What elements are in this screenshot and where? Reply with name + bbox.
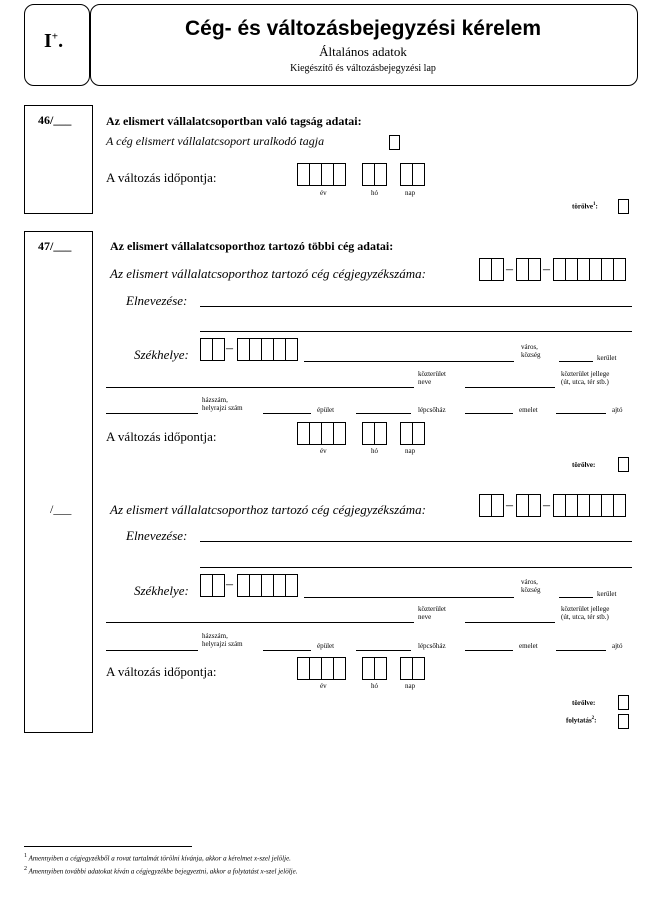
street-name-label: közterület neve (418, 370, 446, 386)
district-label: kerület (597, 590, 617, 598)
dominant-member-label: A cég elismert vállalatcsoport uralkodó tagja (106, 134, 325, 148)
section-46-number: 46/___ (38, 113, 72, 127)
footnote-1: $^1$ Amennyiben a cégjegyzékből a rovat tartalmát törölni kívánja, akkor a kérelmet x-szel jelölje. (24, 853, 291, 863)
regnum-serial-cells[interactable] (553, 494, 625, 517)
building-label: épület (317, 406, 335, 414)
company-name-label: Elnevezése: (126, 528, 188, 543)
page-title: Cég- és változásbejegyzési kérelem (184, 17, 541, 40)
street-name-field[interactable] (106, 387, 414, 388)
date-year-cells[interactable] (297, 163, 345, 186)
company-name-field[interactable] (200, 306, 632, 307)
city-field[interactable] (304, 361, 514, 362)
regnum-dash: – (543, 262, 550, 277)
regnum-label: Az elismert vállalatcsoporthoz tartozó cég cégjegyzékszáma: (110, 266, 426, 281)
date-day-cells[interactable] (400, 163, 424, 186)
month-label: hó (371, 447, 378, 455)
staircase-field[interactable] (356, 650, 411, 651)
change-date-label: A változás időpontja: (106, 429, 217, 444)
change-date-label: A változás időpontja: (106, 664, 217, 679)
section-47-number: 47/___ (38, 239, 72, 253)
house-number-label: házszám, helyrajzi szám (202, 632, 243, 648)
dominant-member-checkbox[interactable] (389, 135, 400, 150)
regnum-label: Az elismert vállalatcsoporthoz tartozó cég cégjegyzékszáma: (110, 502, 426, 517)
district-field[interactable] (559, 597, 593, 598)
house-number-field[interactable] (106, 650, 198, 651)
regnum-form-cells[interactable] (516, 494, 540, 517)
change-date-label: A változás időpontja: (106, 170, 217, 185)
district-field[interactable] (559, 361, 593, 362)
date-day-cells[interactable] (400, 422, 424, 445)
city-label: város, község (521, 343, 541, 359)
street-name-field[interactable] (106, 622, 414, 623)
regnum-dash: – (506, 262, 513, 277)
regnum-dash: – (506, 498, 513, 513)
footnote-2: $^2$ Amennyiben további adatokat kíván a cégjegyzékbe bejegyeztni, akkor a folytatást x-szel jelölje. (24, 866, 298, 876)
floor-label: emelet (519, 406, 538, 414)
regnum-court-cells[interactable] (479, 258, 503, 281)
building-field[interactable] (263, 650, 311, 651)
house-number-label: házszám, helyrajzi szám (202, 396, 243, 412)
deleted-label: törölve$^1$: (572, 202, 598, 211)
door-label: ajtó (612, 642, 623, 650)
building-field[interactable] (263, 413, 311, 414)
postcode-cells[interactable] (200, 338, 224, 361)
date-year-cells[interactable] (297, 422, 345, 445)
district-label: kerület (597, 354, 617, 362)
postcode-cells-2[interactable] (237, 574, 297, 597)
city-field[interactable] (304, 597, 514, 598)
month-label: hó (371, 189, 378, 197)
page-subsubtitle: Kiegészítő és változásbejegyzési lap (290, 63, 436, 74)
continue-label: folytatás$^2$: (566, 716, 597, 725)
day-label: nap (405, 682, 416, 690)
door-label: ajtó (612, 406, 623, 414)
year-label: év (320, 189, 327, 197)
section-46-heading: Az elismert vállalatcsoportban való tagság adatai: (106, 114, 362, 128)
day-label: nap (405, 447, 416, 455)
entry-2-number: /___ (50, 502, 72, 516)
date-month-cells[interactable] (362, 657, 386, 680)
building-label: épület (317, 642, 335, 650)
footnote-separator (24, 846, 192, 847)
regnum-serial-cells[interactable] (553, 258, 625, 281)
postcode-cells[interactable] (200, 574, 224, 597)
regnum-dash: – (543, 498, 550, 513)
postcode-cells-2[interactable] (237, 338, 297, 361)
door-field[interactable] (556, 650, 606, 651)
street-type-label: közterület jellege (út, utca, tér stb.) (561, 370, 610, 386)
street-name-label: közterület neve (418, 605, 446, 621)
staircase-field[interactable] (356, 413, 411, 414)
month-label: hó (371, 682, 378, 690)
city-label: város, község (521, 578, 541, 594)
section-47-heading: Az elismert vállalatcsoporthoz tartozó többi cég adatai: (110, 239, 394, 253)
company-name-label: Elnevezése: (126, 293, 188, 308)
date-month-cells[interactable] (362, 422, 386, 445)
continue-checkbox[interactable] (618, 714, 629, 729)
company-name-field[interactable] (200, 541, 632, 542)
street-type-field[interactable] (465, 387, 555, 388)
door-field[interactable] (556, 413, 606, 414)
house-number-field[interactable] (106, 413, 198, 414)
floor-label: emelet (519, 642, 538, 650)
deleted-label: törölve: (572, 461, 596, 469)
deleted-checkbox[interactable] (618, 695, 629, 710)
staircase-label: lépcsőház (418, 406, 446, 414)
street-type-label: közterület jellege (út, utca, tér stb.) (561, 605, 610, 621)
company-name-field-line2[interactable] (200, 331, 632, 332)
seat-label: Székhelye: (134, 583, 189, 598)
seat-label: Székhelye: (134, 347, 189, 362)
company-name-field-line2[interactable] (200, 567, 632, 568)
section-47-number-box (24, 231, 93, 733)
deleted-checkbox[interactable] (618, 457, 629, 472)
staircase-label: lépcsőház (418, 642, 446, 650)
year-label: év (320, 682, 327, 690)
floor-field[interactable] (465, 413, 513, 414)
regnum-form-cells[interactable] (516, 258, 540, 281)
deleted-label: törölve: (572, 699, 596, 707)
page-subtitle: Általános adatok (319, 44, 407, 59)
regnum-court-cells[interactable] (479, 494, 503, 517)
deleted-checkbox[interactable] (618, 199, 629, 214)
form-code: I+. (44, 30, 64, 52)
postcode-dash: – (226, 341, 233, 356)
year-label: év (320, 447, 327, 455)
date-month-cells[interactable] (362, 163, 386, 186)
street-type-field[interactable] (465, 622, 555, 623)
day-label: nap (405, 189, 416, 197)
floor-field[interactable] (465, 650, 513, 651)
postcode-dash: – (226, 577, 233, 592)
date-day-cells[interactable] (400, 657, 424, 680)
date-year-cells[interactable] (297, 657, 345, 680)
